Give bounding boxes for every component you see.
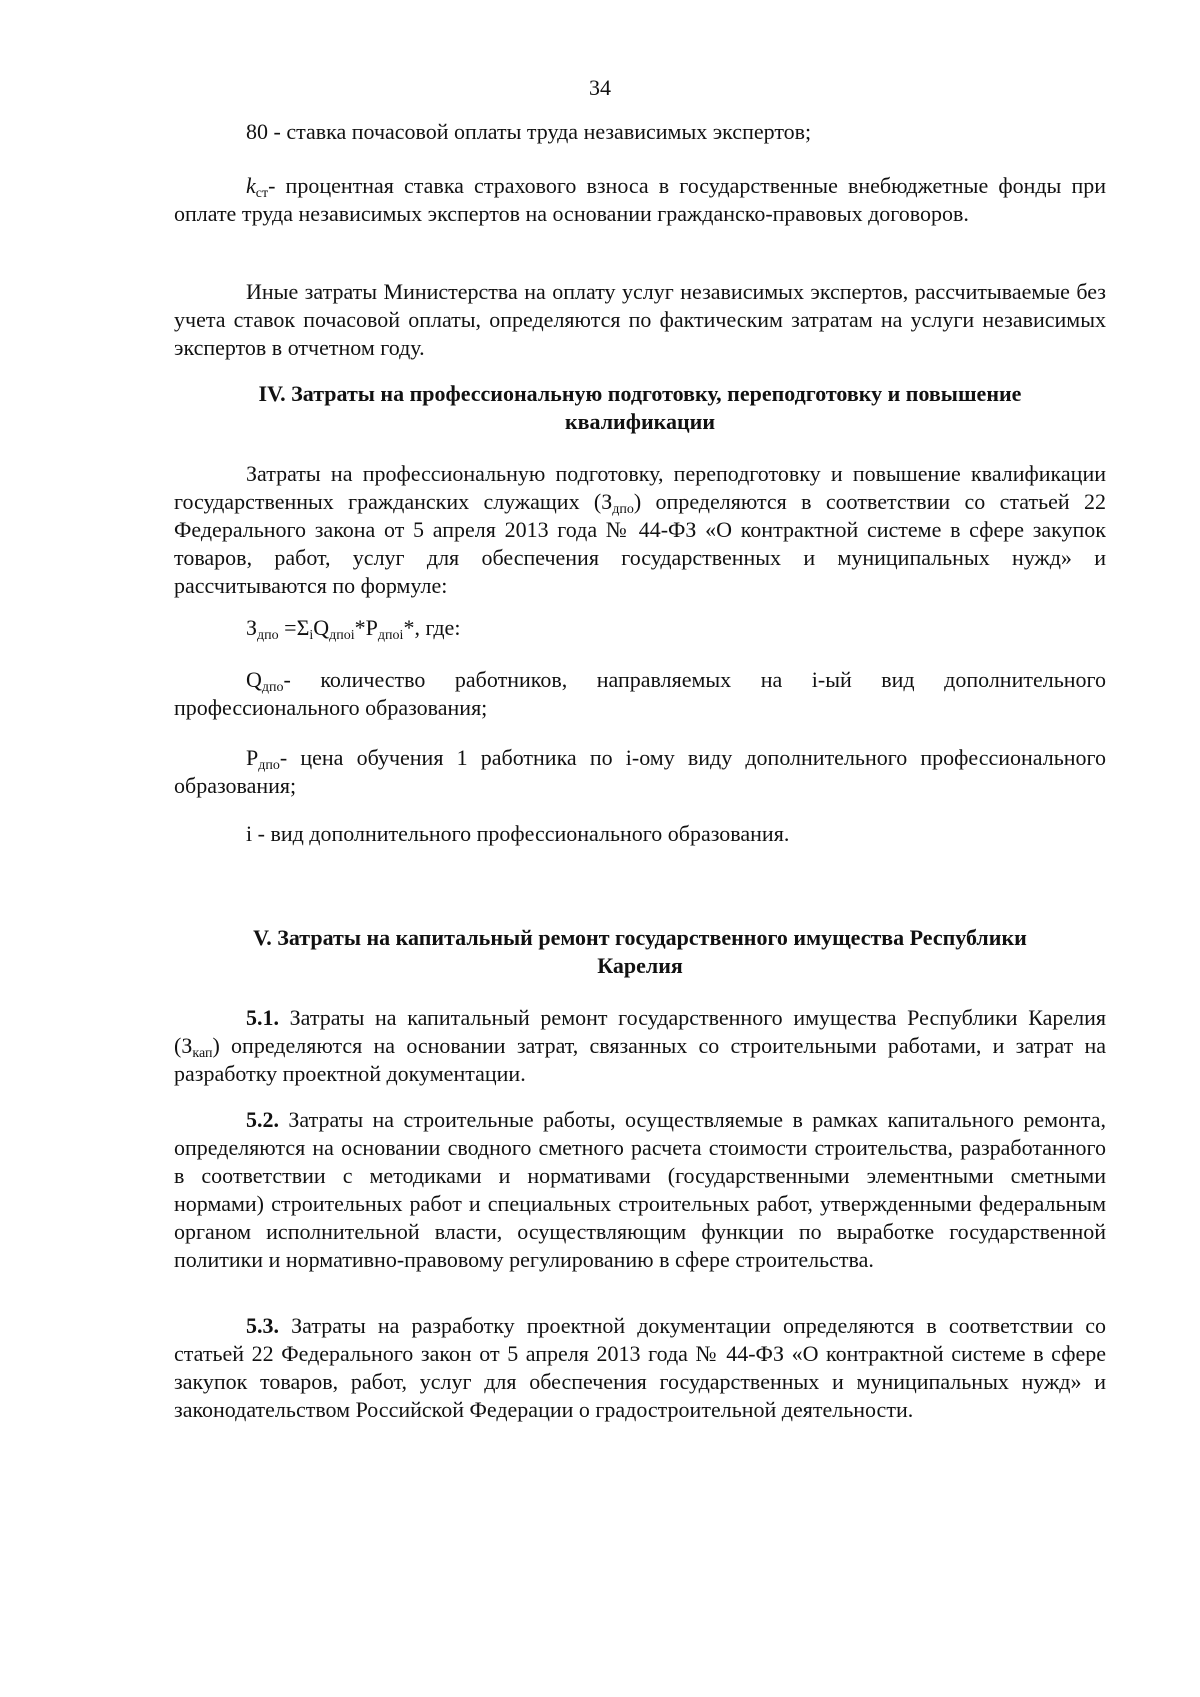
page-number: 34 [589,75,611,100]
formula-q-sub: дпоi [329,628,355,643]
paragraph-5-1-number: 5.1. [246,1005,279,1030]
paragraph-5-1-text-b: ) определяются на основании затрат, связанных со строительными работами, и затрат на разработку проектной документации. [174,1033,1106,1086]
q-definition-text: - количество работников, направляемых на i-ый вид дополнительного профессионального образования; [174,667,1106,720]
formula [174,614,1106,642]
paragraph-5-1-line [174,1004,1106,1088]
section-5-title-line-2: Карелия [597,953,683,978]
paragraph-5-1-sub: кап [192,1046,213,1061]
p-sub: дпо [258,758,280,773]
formula-i-sub: i [309,628,314,643]
q-definition-line [174,666,1106,722]
paragraph-5-2-number: 5.2. [246,1107,279,1132]
formula-eq: =Σ [278,615,310,640]
formula-line [174,614,1106,642]
paragraph-other-costs [174,278,1106,362]
formula-q: Q [313,615,330,640]
paragraph-5-3-text: Затраты на разработку проектной документации определяются в соответствии со статьей 22 Федерального закон от 5 апреля 2013 года № 44-ФЗ «О контрактной системе в сфере закупок товаров, работ, услуг для обеспечения государственных и муниципальных нужд» и законодательством Российской Федерации о градостроительной деятельности. [174,1313,1106,1422]
formula-tail: *, где: [403,615,461,640]
training-costs-sub: дпо [612,502,634,517]
paragraph-p-definition [174,744,1106,800]
training-costs-text-a: Затраты на профессиональную подготовку, переподготовку и повышение квалификации государственных гражданских служащих (З [174,461,1106,514]
paragraph-insurance-rate [174,172,1106,228]
paragraph-i-definition [174,820,1106,848]
p-symbol: P [246,745,259,770]
paragraph-5-2-text: Затраты на строительные работы, осуществляемые в рамках капитального ремонта, определяются на основании сводного сметного расчета стоимости строительства, разработанного в соответствии с методиками и нормативами (государственными элементными сметными нормами) строительных работ и специальных строительных работ, утвержденными федеральным органом исполнительной власти, осуществляющим функции по выработке государственной политики и нормативно-правовому регулированию в сфере строительства. [174,1107,1106,1272]
section-4-title-line-1: IV. Затраты на профессиональную подготовку, переподготовку и повышение [258,381,1022,406]
section-4-title [174,380,1106,436]
insurance-rate-text: - процентная ставка страхового взноса в государственные внебюджетные фонды при оплате труда независимых экспертов на основании гражданско-правовых договоров. [174,173,1106,226]
q-sub: дпо [261,680,284,695]
i-definition-text: i - вид дополнительного профессионального образования. [246,821,790,846]
paragraph-5-1-text-a: Затраты на капитальный ремонт государственного имущества Республики Карелия (З [174,1005,1106,1058]
section-4-title-line-2: квалификации [564,409,716,434]
formula-z-sub: дпо [257,628,279,643]
p-definition-line [174,744,1106,800]
paragraph-5-2 [174,1106,1106,1274]
paragraph-5-1 [174,1004,1106,1088]
paragraph-5-3-number: 5.3. [246,1313,279,1338]
training-costs-line [174,460,1106,600]
section-5-title-line-1: V. Затраты на капитальный ремонт государственного имущества Республики [253,925,1027,950]
paragraph-5-2-line [174,1106,1106,1274]
q-symbol: Q [246,667,262,692]
other-costs-text: Иные затраты Министерства на оплату услуг независимых экспертов, рассчитываемые без учета ставок почасовой оплаты, определяются по фактическим затратам на услуги независимых экспертов в отчетном году. [174,279,1106,360]
hourly-rate-text: 80 - ставка почасовой оплаты труда независимых экспертов; [246,119,812,144]
paragraph-hourly-rate [174,118,1106,146]
formula-p-sub: дпоi [377,628,404,643]
k-symbol: k [246,173,256,198]
paragraph-5-3 [174,1312,1106,1424]
formula-mult: *P [354,615,378,640]
k-subscript: ст [255,186,269,201]
insurance-rate-line [174,172,1106,228]
paragraph-training-costs [174,460,1106,600]
formula-z: З [246,615,258,640]
section-5-title [174,924,1106,980]
paragraph-q-definition [174,666,1106,722]
paragraph-5-3-line [174,1312,1106,1424]
p-definition-text: - цена обучения 1 работника по i-ому виду дополнительного профессионального образования; [174,745,1106,798]
training-costs-text-b: ) определяются в соответствии со статьей 22 Федерального закона от 5 апреля 2013 года № 44-ФЗ «О контрактной системе в сфере закупок товаров, работ, услуг для обеспечения государственных и муниципальных нужд» и рассчитываются по формуле: [174,489,1106,598]
